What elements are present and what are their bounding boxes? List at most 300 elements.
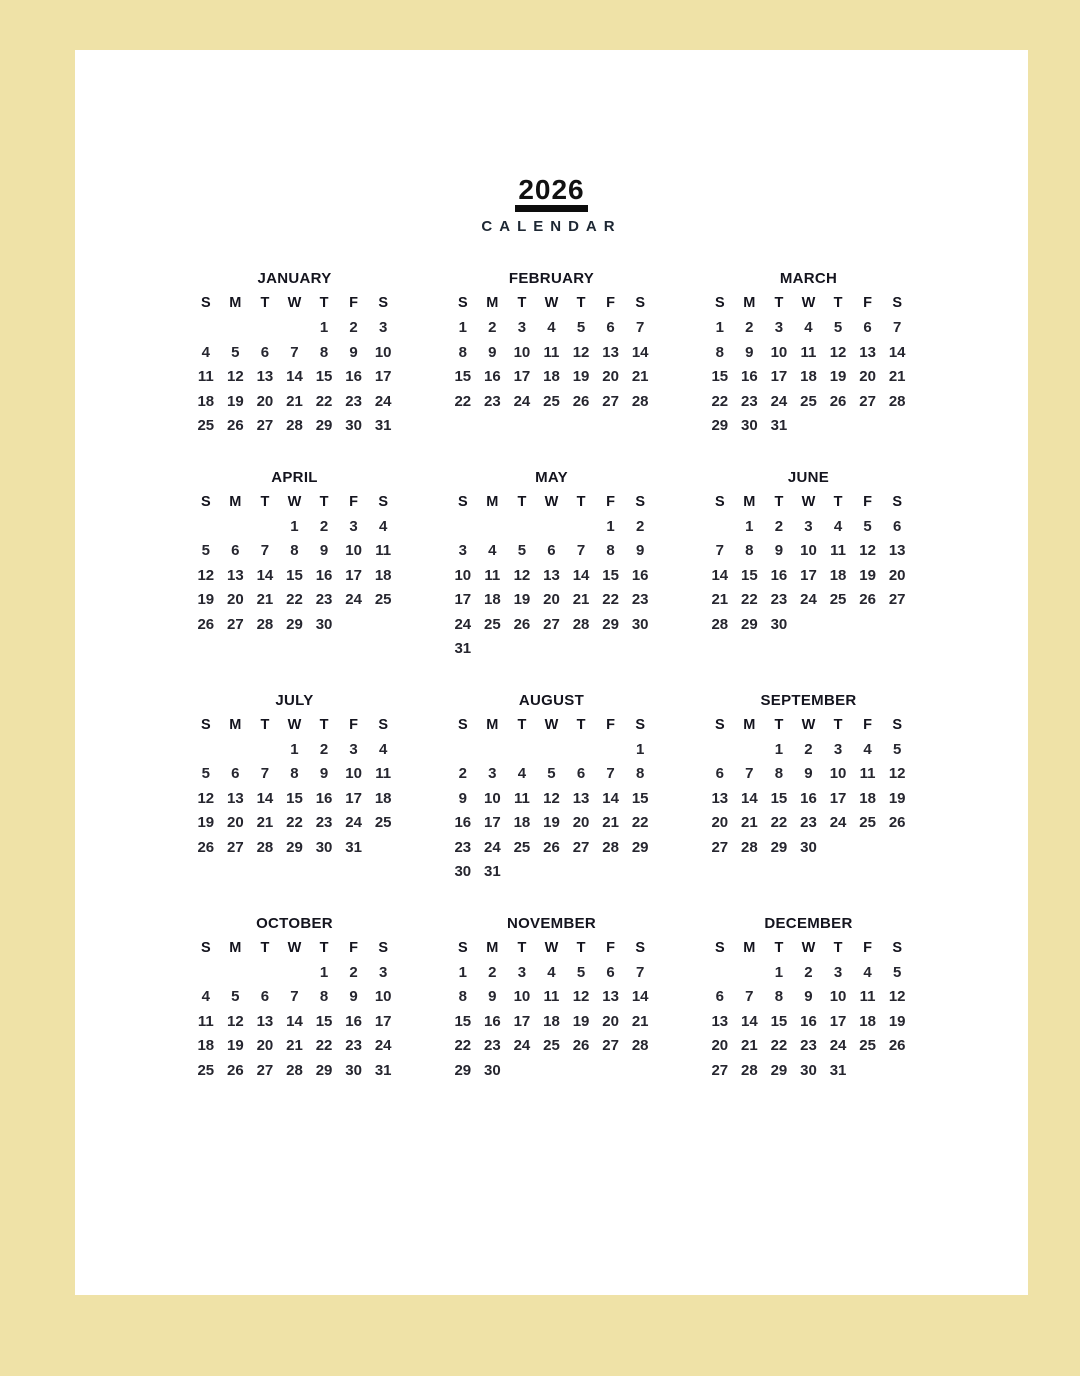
day-cell: 31 [374, 417, 392, 435]
month-october [191, 912, 398, 1083]
week-row [191, 340, 398, 365]
day-cell: 2 [804, 963, 813, 981]
day-cell: 13 [256, 1012, 274, 1030]
day-cell: 1 [606, 517, 615, 535]
weekday-header: T [517, 295, 527, 312]
day-cell: 14 [888, 343, 906, 361]
day-cell: 23 [631, 591, 649, 609]
week-row [448, 1033, 655, 1058]
day-cell: 13 [227, 566, 244, 584]
day-cell: 26 [543, 838, 560, 856]
day-cell: 1 [636, 740, 645, 758]
day-cell: 10 [374, 343, 392, 361]
weekday-header: F [863, 716, 873, 733]
empty-cell [478, 514, 508, 539]
weekday-header: S [378, 716, 389, 733]
day-cell: 13 [256, 368, 274, 386]
day-cell: 22 [315, 392, 333, 410]
empty-cell [478, 636, 508, 661]
day-cell: 23 [345, 392, 362, 410]
weekday-header: F [349, 493, 359, 510]
day-cell: 16 [631, 566, 649, 584]
day-cell: 15 [631, 789, 649, 807]
day-cell: 7 [636, 319, 645, 337]
day-cell: 12 [829, 343, 847, 361]
day-cell: 4 [517, 765, 527, 783]
week-row [705, 612, 912, 637]
calendar-page [75, 50, 1028, 1295]
week-row [191, 612, 398, 637]
weekday-header: S [457, 716, 468, 733]
day-cell: 9 [458, 789, 467, 807]
day-cell: 22 [454, 392, 472, 410]
empty-cell [596, 859, 626, 884]
day-cell: 5 [893, 963, 902, 981]
day-cell: 28 [741, 838, 758, 856]
day-cell: 8 [458, 988, 467, 1006]
empty-cell [280, 315, 310, 340]
day-cell: 31 [484, 863, 501, 881]
week-row [448, 364, 655, 389]
month-january [191, 267, 398, 438]
weekday-header: S [635, 716, 646, 733]
day-cell: 29 [286, 615, 303, 633]
week-row [448, 835, 655, 860]
day-cell: 17 [374, 1012, 392, 1030]
day-cell: 31 [454, 640, 472, 658]
empty-cell [794, 612, 824, 637]
day-cell: 14 [602, 789, 619, 807]
weekday-header: S [378, 295, 389, 312]
weekday-header: M [229, 493, 242, 510]
week-row [705, 835, 912, 860]
day-cell: 26 [197, 838, 215, 856]
day-cell: 30 [800, 838, 817, 856]
day-cell: 24 [829, 1037, 847, 1055]
day-cell: 16 [741, 368, 758, 386]
week-row [705, 960, 912, 985]
weekday-header: T [833, 295, 843, 312]
weekday-header: T [260, 716, 270, 733]
day-cell: 20 [859, 368, 876, 386]
empty-cell [853, 612, 883, 637]
day-cell: 25 [484, 615, 501, 633]
empty-cell [280, 960, 310, 985]
day-cell: 20 [227, 814, 244, 832]
day-cell: 26 [829, 392, 847, 410]
day-cell: 6 [231, 765, 240, 783]
week-row [191, 587, 398, 612]
week-row [191, 389, 398, 414]
day-cell: 14 [286, 1012, 303, 1030]
day-cell: 25 [543, 1037, 560, 1055]
day-cell: 14 [631, 343, 649, 361]
weekday-header: M [229, 295, 242, 312]
empty-cell [221, 737, 251, 762]
day-cell: 27 [572, 838, 590, 856]
day-cell: 24 [374, 1037, 392, 1055]
day-cell: 13 [227, 789, 244, 807]
month-title: MAY [535, 468, 568, 486]
week-row [191, 563, 398, 588]
weekday-header: F [606, 493, 616, 510]
weekday-header: W [544, 493, 559, 510]
day-cell: 20 [602, 1012, 619, 1030]
week-row [705, 984, 912, 1009]
day-cell: 24 [345, 591, 362, 609]
weekday-header: S [892, 295, 903, 312]
month-march [705, 267, 912, 438]
day-cell: 23 [484, 392, 501, 410]
weekday-header: T [833, 493, 843, 510]
day-cell: 1 [290, 740, 299, 758]
week-row [705, 1058, 912, 1083]
day-cell: 5 [893, 740, 902, 758]
day-cell: 25 [513, 838, 531, 856]
day-cell: 18 [800, 368, 817, 386]
month-november [448, 912, 655, 1083]
day-cell: 10 [513, 988, 531, 1006]
day-cell: 30 [345, 1061, 362, 1079]
day-cell: 22 [602, 591, 619, 609]
weekday-header: M [229, 716, 242, 733]
weekday-header: W [544, 295, 559, 312]
weekday-header: T [517, 493, 527, 510]
week-row [191, 786, 398, 811]
day-cell: 2 [349, 319, 358, 337]
weekday-header: M [229, 939, 242, 956]
empty-cell [507, 636, 537, 661]
empty-cell [794, 413, 824, 438]
week-row [705, 1009, 912, 1034]
weekday-header: M [743, 295, 756, 312]
day-cell: 21 [286, 1037, 303, 1055]
day-cell: 27 [256, 1061, 274, 1079]
empty-cell [537, 859, 567, 884]
day-cell: 23 [741, 392, 758, 410]
day-cell: 9 [636, 542, 645, 560]
day-cell: 17 [345, 566, 362, 584]
day-cell: 27 [711, 838, 729, 856]
weekday-header: M [743, 493, 756, 510]
day-cell: 8 [636, 765, 645, 783]
weekday-header: S [200, 295, 211, 312]
day-cell: 4 [804, 319, 813, 337]
day-cell: 29 [631, 838, 649, 856]
day-cell: 4 [863, 740, 872, 758]
day-cell: 26 [572, 392, 590, 410]
day-cell: 22 [711, 392, 729, 410]
day-cell: 17 [484, 814, 501, 832]
day-cell: 10 [454, 566, 472, 584]
day-cell: 13 [711, 789, 729, 807]
weekday-header: S [714, 939, 725, 956]
day-cell: 17 [345, 789, 362, 807]
month-title: DECEMBER [764, 914, 853, 932]
week-row [191, 1033, 398, 1058]
day-cell: 1 [319, 963, 329, 981]
weekday-header: T [517, 939, 527, 956]
week-row [705, 810, 912, 835]
empty-cell [507, 514, 537, 539]
day-cell: 16 [800, 1012, 817, 1030]
weekday-header: M [486, 716, 499, 733]
day-cell: 6 [260, 343, 270, 361]
day-cell: 28 [602, 838, 619, 856]
week-row [448, 538, 655, 563]
year-title: 2026 [515, 175, 587, 212]
day-cell: 22 [315, 1037, 333, 1055]
day-cell: 3 [774, 319, 784, 337]
empty-cell [339, 612, 369, 637]
day-cell: 8 [458, 343, 467, 361]
day-cell: 18 [484, 591, 501, 609]
day-cell: 6 [893, 517, 902, 535]
day-cell: 7 [576, 542, 586, 560]
day-cell: 8 [745, 542, 754, 560]
day-cell: 26 [572, 1037, 590, 1055]
day-cell: 24 [513, 1037, 531, 1055]
month-july [191, 689, 398, 860]
weekday-header: F [863, 295, 873, 312]
day-cell: 22 [770, 1037, 788, 1055]
day-cell: 20 [602, 368, 619, 386]
weekday-header: S [200, 716, 211, 733]
day-cell: 19 [572, 1012, 590, 1030]
week-row [705, 587, 912, 612]
day-cell: 23 [315, 814, 333, 832]
day-cell: 23 [454, 838, 472, 856]
day-cell: 6 [547, 542, 556, 560]
day-cell: 12 [227, 368, 244, 386]
weekday-header: T [319, 716, 329, 733]
day-cell: 15 [770, 789, 788, 807]
title-block [75, 50, 1028, 235]
weekday-header: T [319, 295, 329, 312]
weekday-header: F [349, 295, 359, 312]
day-cell: 3 [833, 740, 843, 758]
day-cell: 8 [319, 343, 329, 361]
month-table [448, 713, 655, 884]
day-cell: 2 [319, 517, 329, 535]
day-cell: 24 [800, 591, 817, 609]
day-cell: 2 [745, 319, 754, 337]
day-cell: 18 [543, 1012, 560, 1030]
weekday-header: W [287, 493, 302, 510]
day-cell: 4 [547, 319, 556, 337]
day-cell: 18 [374, 566, 392, 584]
day-cell: 7 [715, 542, 724, 560]
weekday-header: W [287, 716, 302, 733]
weekday-header: M [486, 295, 499, 312]
day-cell: 24 [770, 392, 788, 410]
month-title: NOVEMBER [506, 914, 597, 932]
week-row [191, 984, 398, 1009]
week-row [448, 737, 655, 762]
day-cell: 5 [576, 319, 586, 337]
day-cell: 18 [197, 392, 215, 410]
months-grid [75, 267, 1028, 1110]
weekday-header: T [576, 493, 586, 510]
day-cell: 15 [286, 566, 303, 584]
day-cell: 9 [349, 988, 358, 1006]
day-cell: 15 [286, 789, 303, 807]
day-cell: 26 [227, 1061, 244, 1079]
month-table [191, 291, 398, 438]
empty-cell [507, 737, 537, 762]
day-cell: 21 [888, 368, 906, 386]
day-cell: 23 [800, 814, 817, 832]
week-row [191, 810, 398, 835]
weekday-header: S [635, 939, 646, 956]
day-cell: 1 [458, 963, 467, 981]
weekday-header: S [457, 939, 468, 956]
day-cell: 19 [197, 591, 215, 609]
day-cell: 18 [374, 789, 392, 807]
day-cell: 26 [513, 615, 531, 633]
weekday-header: T [833, 939, 843, 956]
day-cell: 8 [606, 542, 615, 560]
day-cell: 3 [379, 319, 388, 337]
week-row [705, 786, 912, 811]
day-cell: 28 [256, 615, 274, 633]
day-cell: 19 [829, 368, 847, 386]
day-cell: 20 [711, 1037, 729, 1055]
day-cell: 18 [829, 566, 847, 584]
weekday-header: W [801, 716, 816, 733]
day-cell: 22 [770, 814, 788, 832]
week-row [448, 859, 655, 884]
day-cell: 7 [260, 765, 270, 783]
day-cell: 13 [602, 988, 619, 1006]
week-row [448, 563, 655, 588]
month-title: JULY [275, 691, 314, 709]
day-cell: 21 [631, 1012, 649, 1030]
day-cell: 7 [636, 963, 645, 981]
day-cell: 21 [572, 591, 590, 609]
day-cell: 13 [711, 1012, 729, 1030]
day-cell: 2 [774, 517, 784, 535]
day-cell: 17 [513, 368, 531, 386]
month-june [705, 466, 912, 637]
empty-cell [566, 737, 596, 762]
day-cell: 14 [741, 789, 758, 807]
day-cell: 15 [602, 566, 619, 584]
empty-cell [507, 859, 537, 884]
empty-cell [191, 514, 221, 539]
month-table [705, 490, 912, 637]
month-title: SEPTEMBER [760, 691, 857, 709]
empty-cell [705, 960, 735, 985]
day-cell: 19 [572, 368, 590, 386]
day-cell: 31 [345, 838, 362, 856]
day-cell: 27 [859, 392, 876, 410]
day-cell: 11 [830, 542, 846, 560]
week-row [448, 984, 655, 1009]
day-cell: 2 [488, 963, 497, 981]
day-cell: 5 [833, 319, 843, 337]
month-title: JANUARY [257, 270, 332, 288]
week-row [191, 761, 398, 786]
month-title: MARCH [779, 270, 838, 288]
day-cell: 24 [454, 615, 472, 633]
month-table [191, 713, 398, 860]
day-cell: 1 [715, 319, 724, 337]
day-cell: 4 [547, 963, 556, 981]
week-row [705, 413, 912, 438]
weekday-header: W [801, 939, 816, 956]
weekday-header: S [457, 295, 468, 312]
day-cell: 30 [315, 838, 333, 856]
day-cell: 23 [800, 1037, 817, 1055]
day-cell: 10 [770, 343, 788, 361]
day-cell: 13 [888, 542, 906, 560]
day-cell: 30 [800, 1061, 817, 1079]
day-cell: 1 [745, 517, 754, 535]
empty-cell [853, 413, 883, 438]
day-cell: 3 [349, 740, 358, 758]
day-cell: 27 [227, 838, 244, 856]
weekday-header: F [863, 493, 873, 510]
day-cell: 7 [290, 343, 299, 361]
weekday-header: S [378, 939, 389, 956]
day-cell: 21 [741, 814, 758, 832]
empty-cell [625, 1058, 655, 1083]
month-table [448, 936, 655, 1083]
day-cell: 30 [741, 417, 758, 435]
day-cell: 11 [513, 789, 530, 807]
day-cell: 17 [454, 591, 472, 609]
day-cell: 9 [774, 542, 784, 560]
day-cell: 19 [227, 392, 244, 410]
empty-cell [596, 737, 626, 762]
day-cell: 9 [488, 988, 497, 1006]
day-cell: 19 [888, 789, 906, 807]
weekday-header: W [544, 939, 559, 956]
day-cell: 3 [833, 963, 843, 981]
day-cell: 2 [458, 765, 467, 783]
week-row [191, 315, 398, 340]
day-cell: 15 [454, 368, 472, 386]
month-table [191, 936, 398, 1083]
empty-cell [448, 514, 478, 539]
month-table [448, 490, 655, 661]
weekday-header: S [200, 493, 211, 510]
day-cell: 26 [227, 417, 244, 435]
weekday-header: T [319, 493, 329, 510]
day-cell: 21 [256, 814, 274, 832]
day-cell: 27 [602, 1037, 619, 1055]
empty-cell [191, 960, 221, 985]
day-cell: 31 [770, 417, 788, 435]
day-cell: 21 [602, 814, 619, 832]
weekday-header: T [833, 716, 843, 733]
day-cell: 22 [454, 1037, 472, 1055]
day-cell: 26 [888, 814, 906, 832]
empty-cell [566, 636, 596, 661]
weekday-header: W [287, 939, 302, 956]
weekday-header: T [576, 716, 586, 733]
day-cell: 5 [201, 542, 210, 560]
day-cell: 14 [741, 1012, 758, 1030]
empty-cell [537, 1058, 567, 1083]
weekday-header: F [606, 939, 616, 956]
day-cell: 28 [888, 392, 906, 410]
empty-cell [221, 315, 251, 340]
day-cell: 28 [631, 392, 649, 410]
empty-cell [882, 612, 912, 637]
day-cell: 17 [513, 1012, 531, 1030]
